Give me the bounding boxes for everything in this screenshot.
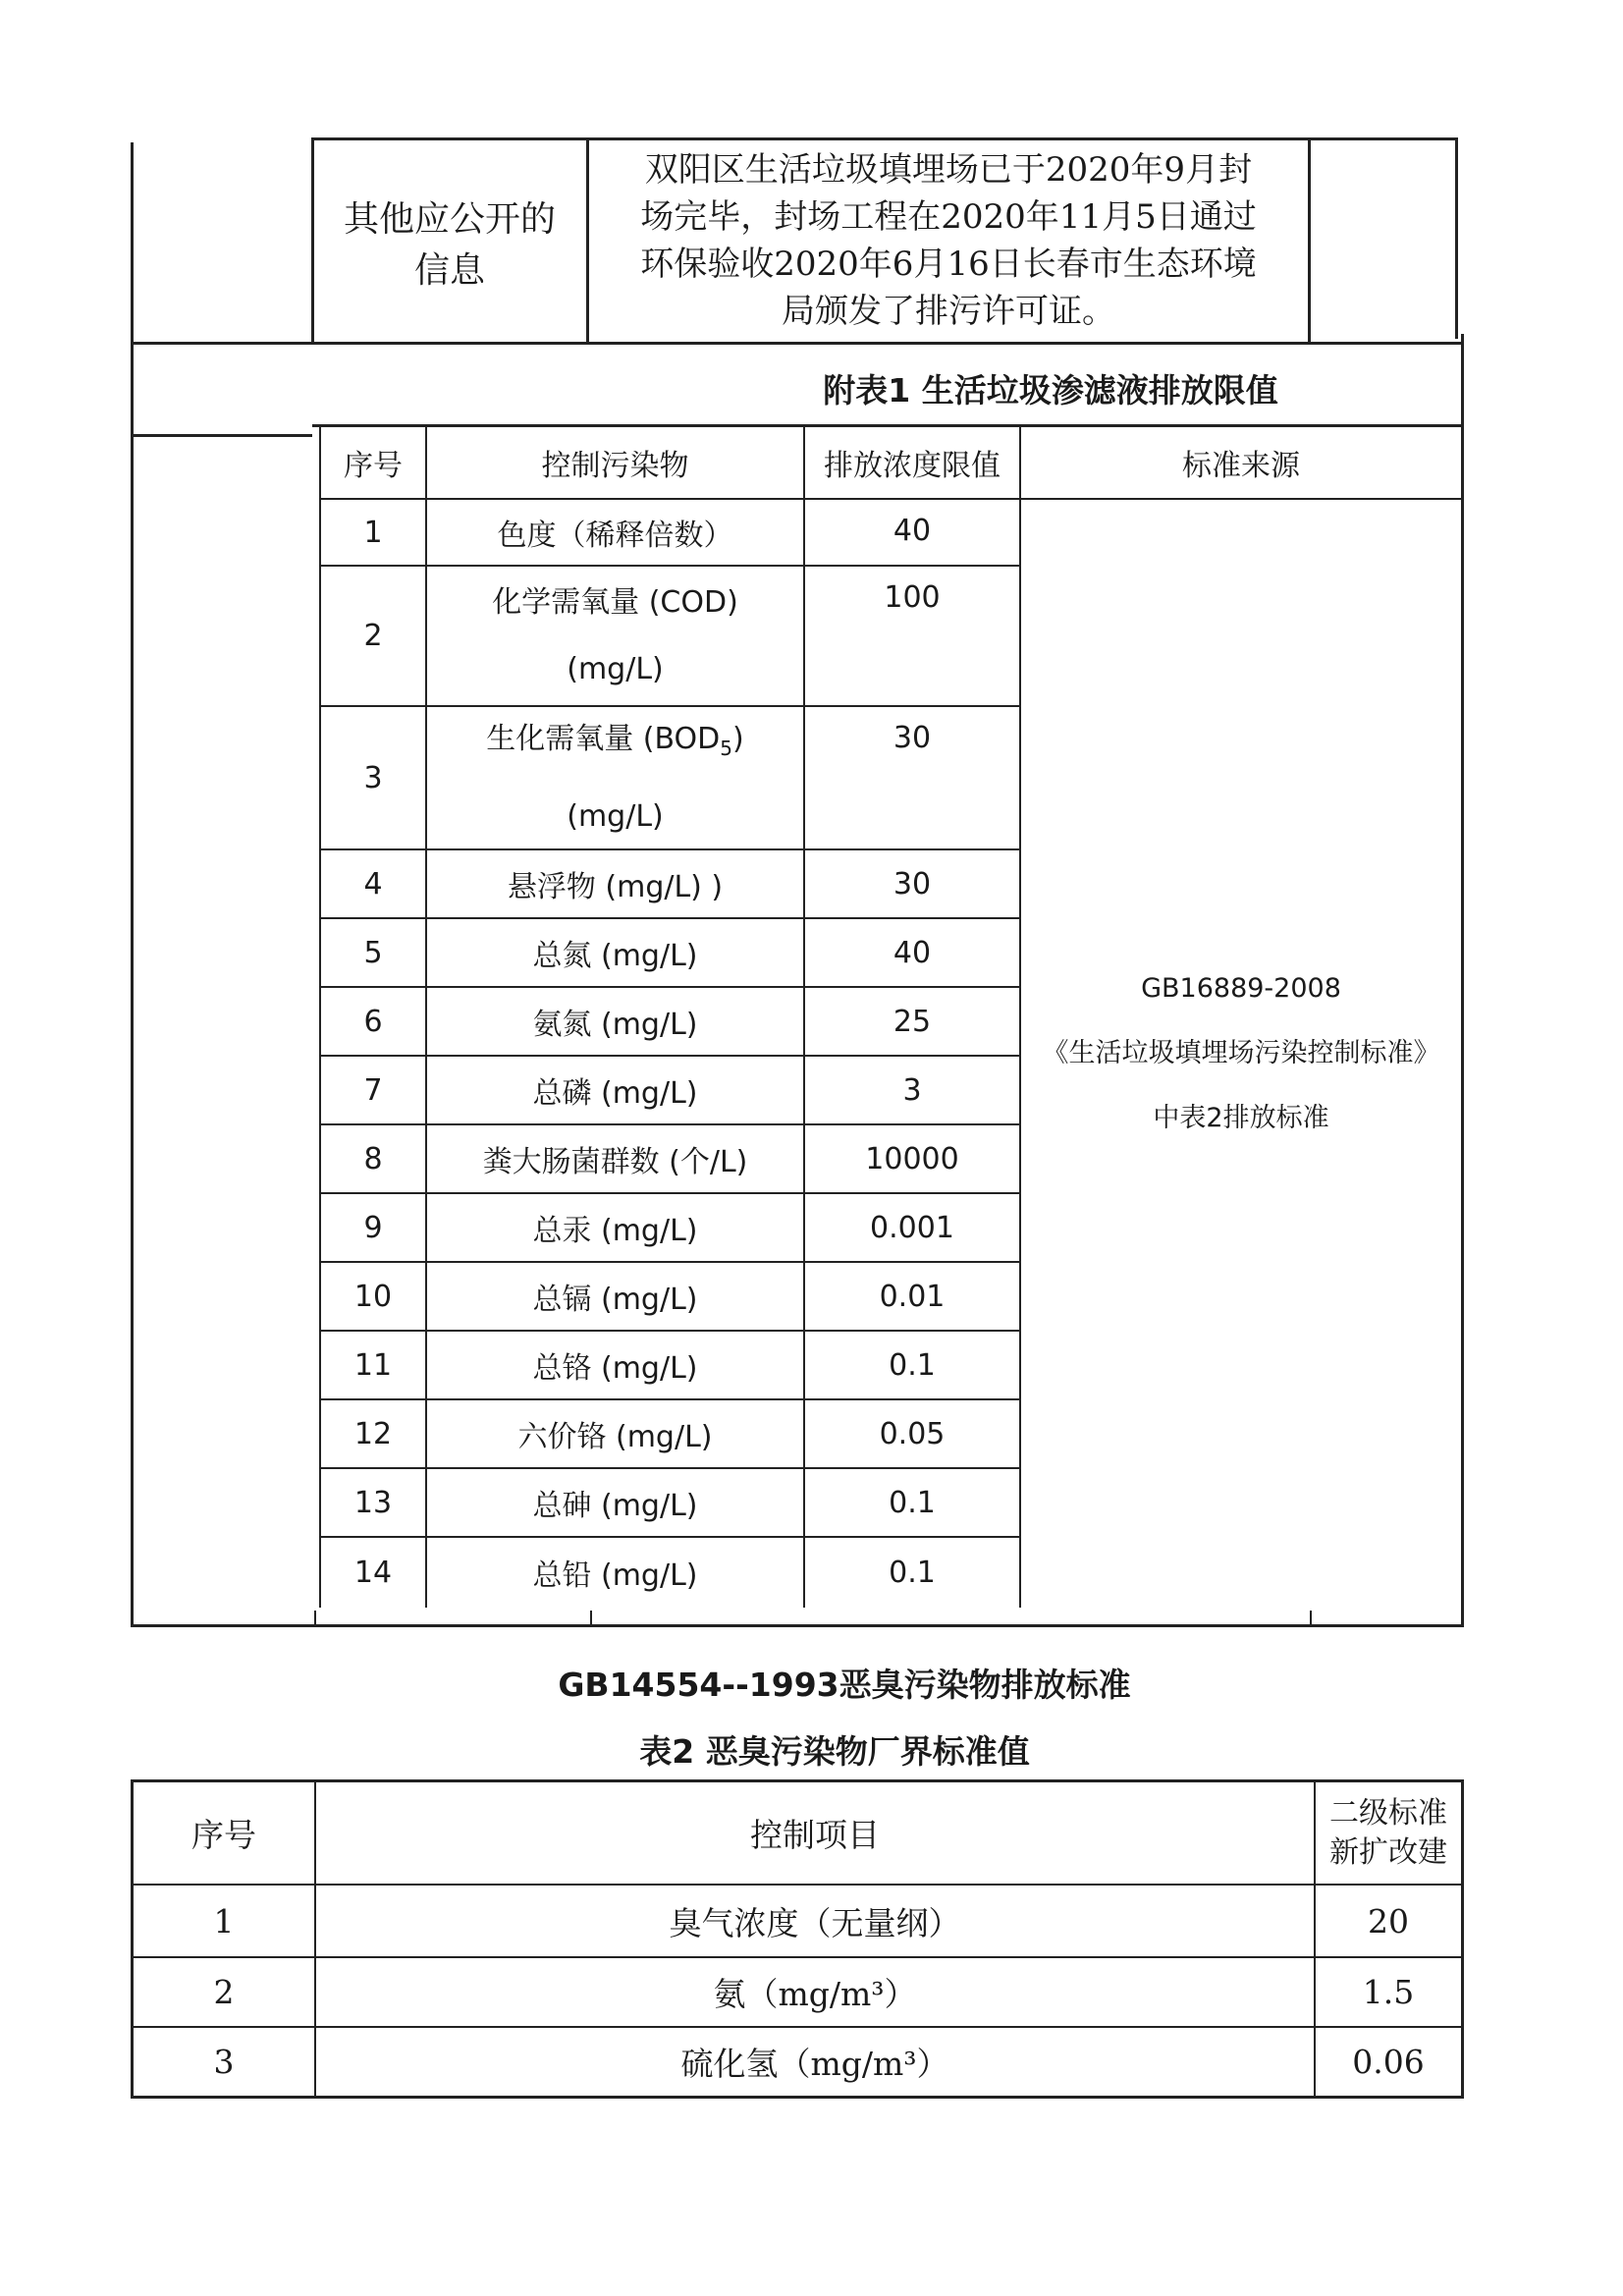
table2-cell-item: 硫化氢（mg/m³） — [680, 2045, 949, 2083]
table1-cell-no: 4 — [363, 866, 383, 902]
table1-cell-limit: 30 — [893, 866, 932, 902]
table1-cell-item: 粪大肠菌群数 (个/L) — [482, 1145, 748, 1179]
table1-cell-limit: 30 — [893, 721, 932, 755]
table1-cell-limit: 0.1 — [889, 1485, 936, 1520]
table1-cell-no: 2 — [363, 619, 383, 653]
info-label-line1: 其他应公开的 — [343, 199, 556, 240]
table1-cell-item: 总铬 (mg/L) — [532, 1351, 698, 1386]
table2-header-item: 控制项目 — [750, 1816, 880, 1854]
table1-source-line1: GB16889-2008 — [1141, 973, 1341, 1004]
table1-cell-item: 六价铬 (mg/L) — [517, 1420, 713, 1454]
table2-header-std-line2: 新扩改建 — [1329, 1834, 1447, 1870]
table1-cell-limit: 100 — [884, 580, 941, 615]
table2-cell-item: 氨（mg/m³） — [713, 1975, 917, 2013]
table1-source-line3: 中表2排放标准 — [1153, 1103, 1329, 1133]
table1-cell-limit: 40 — [893, 514, 932, 548]
table2-cell-no: 3 — [213, 2043, 235, 2081]
info-label — [316, 187, 583, 304]
table1-cell-no: 5 — [363, 935, 383, 970]
table1-cell-item: 悬浮物 (mg/L) ) — [507, 870, 724, 904]
table1-cell-limit: 10000 — [865, 1141, 959, 1176]
bod-label: 生化需氧量 (BOD — [486, 721, 721, 756]
table1-cell-no: 1 — [363, 515, 383, 550]
table1-header-source: 标准来源 — [1182, 449, 1300, 483]
table2-cell-value: 1.5 — [1362, 1973, 1415, 2011]
table1-source — [1021, 500, 1461, 1608]
table1-item-line2: (mg/L) — [567, 651, 664, 686]
table1-cell-item: 氨氮 (mg/L) — [532, 1008, 698, 1042]
table1-item-line1 — [486, 705, 743, 783]
table1-cell-no: 13 — [353, 1485, 393, 1520]
table1-cell-item: 总氮 (mg/L) — [532, 939, 698, 973]
table2-cell-no: 1 — [213, 1901, 235, 1941]
table1-cell-limit: 25 — [893, 1004, 932, 1039]
table2-header-standard — [1316, 1782, 1461, 1884]
table1-cell-item: 总砷 (mg/L) — [532, 1489, 698, 1523]
table1-item-line1: 化学需氧量 (COD) — [492, 584, 738, 620]
table1-cell-no: 8 — [363, 1141, 383, 1176]
table2-cell-value: 20 — [1368, 1901, 1409, 1941]
table2-cell-value: 0.06 — [1352, 2043, 1425, 2081]
table2-cell-no: 2 — [213, 1973, 235, 2011]
table1-cell-item: 色度（稀释倍数） — [497, 519, 733, 553]
table1-cell-item: 总磷 (mg/L) — [532, 1076, 698, 1111]
table2-heading: GB14554--1993恶臭污染物排放标准 — [558, 1665, 1131, 1704]
table2-cell-item: 臭气浓度（无量纲） — [669, 1903, 961, 1942]
table1-cell-no: 3 — [363, 760, 383, 795]
table1-cell-item: 总汞 (mg/L) — [532, 1214, 698, 1248]
info-label-line2: 信息 — [413, 250, 485, 291]
table1-cell-limit: 0.01 — [879, 1279, 946, 1314]
table1-header-no: 序号 — [344, 449, 403, 483]
table1-cell-no: 12 — [353, 1416, 393, 1451]
table1-cell-limit: 0.1 — [889, 1347, 936, 1383]
table1-item-line2: (mg/L) — [567, 798, 664, 834]
table1-cell-limit: 3 — [902, 1072, 922, 1108]
table1-cell-no: 7 — [363, 1072, 383, 1108]
table1-cell-no: 6 — [363, 1004, 383, 1039]
table1-cell-limit: 0.05 — [879, 1416, 946, 1451]
table1-cell-limit: 0.001 — [870, 1210, 954, 1245]
info-content-line: 场完毕，封场工程在2020年11月5日通过 — [640, 197, 1257, 237]
table1-cell-limit: 0.1 — [889, 1555, 936, 1590]
table1-header-limit: 排放浓度限值 — [824, 449, 1001, 483]
table2-header-std-line1: 二级标准 — [1329, 1795, 1447, 1831]
table1-cell-limit: 40 — [893, 935, 932, 970]
table1-cell-no: 9 — [363, 1210, 383, 1245]
table1-cell-item: 总镉 (mg/L) — [532, 1283, 698, 1317]
info-content-line: 环保验收2020年6月16日长春市生态环境 — [640, 245, 1257, 284]
table1-title: 附表1 生活垃圾渗滤液排放限值 — [823, 370, 1278, 410]
table2-header-no: 序号 — [191, 1816, 256, 1854]
bod-subscript: 5 — [720, 736, 733, 760]
table1-source-line2: 《生活垃圾填埋场污染控制标准》 — [1042, 1038, 1440, 1068]
table1-cell-no: 10 — [353, 1279, 393, 1314]
table2-caption: 表2 恶臭污染物厂界标准值 — [639, 1731, 1030, 1771]
table1-cell-item — [427, 567, 803, 705]
table1-cell-item — [427, 707, 803, 848]
info-content-line: 双阳区生活垃圾填埋场已于2020年9月封 — [644, 150, 1253, 190]
table1-header-pollutant: 控制污染物 — [541, 449, 689, 483]
table1-cell-no: 14 — [353, 1555, 393, 1590]
table1-cell-no: 11 — [353, 1347, 393, 1383]
info-content-line: 局颁发了排污许可证。 — [782, 292, 1115, 331]
bod-label-end: ) — [732, 721, 744, 756]
table1-cell-item: 总铅 (mg/L) — [532, 1558, 698, 1593]
info-content — [592, 142, 1305, 339]
